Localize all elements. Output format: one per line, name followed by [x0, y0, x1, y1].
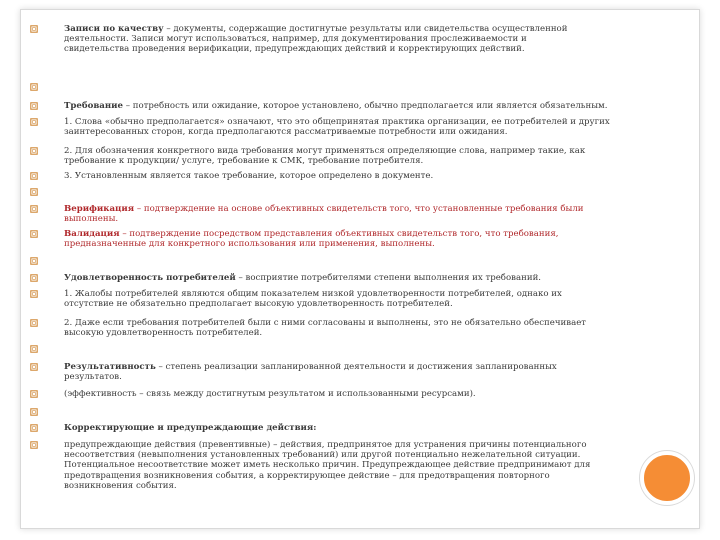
- bullet-icon: [30, 147, 39, 156]
- text-line: [64, 372, 690, 382]
- accent-circle: [640, 451, 694, 505]
- bullet-icon: [30, 363, 39, 372]
- text-line: [64, 24, 690, 34]
- term: Записи по качеству: [64, 24, 164, 34]
- text-line: [64, 273, 690, 283]
- bullet-icon: [30, 257, 39, 266]
- item-text: [64, 273, 690, 283]
- definition-text: – потребность или ожидание, которое установлено, обычно предполагается или является обязательным.: [123, 101, 608, 111]
- item-text: [64, 440, 690, 491]
- definition-text: 3. Установленным является такое требование, которое определено в документе.: [64, 171, 434, 181]
- definition-text: Потенциальное несоответствие может иметь несколько причин. Предупреждающее действие предпринимают для: [64, 460, 591, 471]
- item-text: [64, 146, 690, 166]
- text-line: [64, 101, 690, 111]
- text-line: [64, 127, 690, 137]
- bullet-icon: [30, 230, 39, 239]
- text-line: [64, 239, 690, 249]
- item-text: [64, 362, 690, 382]
- definition-text: (эффективность – связь между достигнутым результатом и использованными ресурсами).: [64, 389, 476, 399]
- definition-text: 2. Даже если требования потребителей были с ними согласованы и выполнены, это не обязательно обеспечивает: [64, 318, 587, 328]
- text-line: [64, 318, 690, 328]
- item-text: [64, 24, 690, 55]
- item-text: [64, 289, 690, 309]
- text-line: [64, 362, 690, 372]
- text-line: [64, 117, 690, 127]
- item-text: [64, 318, 690, 338]
- definition-text: 2. Для обозначения конкретного вида требования могут применяться определяющие слова, например такие, как: [64, 146, 586, 156]
- text-line: [64, 204, 690, 214]
- definition-text: – восприятие потребителями степени выполнения их требований.: [235, 273, 542, 283]
- definition-text: – документы, содержащие достигнутые результаты или свидетельства осуществленной: [163, 24, 568, 34]
- definition-text: возникновения события.: [64, 480, 177, 491]
- definition-text: высокую удовлетворенность потребителей.: [64, 328, 263, 339]
- bullet-icon: [30, 274, 39, 283]
- definition-text: предотвращения возникновения события, а корректирующее действие – для предотвращения повторного: [64, 470, 550, 481]
- definition-text: свидетельства проведения верификации, предупреждающих действий и корректирующих действий.: [64, 44, 525, 55]
- bullet-icon: [30, 83, 39, 92]
- bullet-icon: [30, 408, 39, 417]
- text-line: [64, 44, 690, 54]
- term: Результативность: [64, 362, 156, 372]
- definition-text: – подтверждение на основе объективных свидетельств того, что установленные требования были: [134, 204, 584, 214]
- item-text: [64, 171, 690, 181]
- definition-text: предназначенные для конкретного использования или применения, выполнены.: [64, 239, 435, 250]
- text-line: [64, 299, 690, 309]
- bullet-icon: [30, 205, 39, 214]
- item-text: [64, 101, 690, 111]
- definition-text: 1. Слова «обычно предполагается» означают, что это общепринятая практика организации, ее потребителей и других: [64, 117, 610, 127]
- bullet-icon: [30, 345, 39, 354]
- text-line: [64, 214, 690, 224]
- bullet-icon: [30, 390, 39, 399]
- text-line: [64, 289, 690, 299]
- term: Корректирующие и предупреждающие действия:: [64, 423, 317, 433]
- bullet-icon: [30, 319, 39, 328]
- text-line: [64, 450, 690, 460]
- text-line: [64, 423, 690, 433]
- text-line: [64, 229, 690, 239]
- bullet-icon: [30, 172, 39, 181]
- bullet-icon: [30, 188, 39, 197]
- text-line: [64, 328, 690, 338]
- item-text: [64, 389, 690, 399]
- text-line: [64, 460, 690, 470]
- term: Верификация: [64, 204, 135, 214]
- item-text: [64, 117, 690, 137]
- text-line: [64, 146, 690, 156]
- bullet-icon: [30, 290, 39, 299]
- definition-text: несоответствия (невыполнения установленных требований) или другой потенциально нежелательной ситуации.: [64, 450, 581, 461]
- bullet-icon: [30, 25, 39, 34]
- definition-text: отсутствие не обязательно предполагает высокую удовлетворенность потребителей.: [64, 299, 453, 310]
- term: Требование: [64, 101, 124, 111]
- definition-text: 1. Жалобы потребителей являются общим показателем низкой удовлетворенности потребителей, однако их: [64, 289, 562, 299]
- bullet-icon: [30, 424, 39, 433]
- text-line: [64, 156, 690, 166]
- definition-text: – подтверждение посредством представления объективных свидетельств того, что требования,: [119, 229, 559, 239]
- item-text: [64, 423, 690, 433]
- definition-text: деятельности. Записи могут использоваться, например, для документирования прослеживаемости и: [64, 34, 527, 45]
- definition-text: предупреждающие действия (превентивные) – действия, предпринятое для устранения причины потенциального: [64, 440, 587, 450]
- definition-text: выполнены.: [64, 214, 119, 225]
- term: Валидация: [64, 229, 120, 239]
- text-line: [64, 440, 690, 450]
- term: Удовлетворенность потребителей: [64, 273, 236, 283]
- text-line: [64, 481, 690, 491]
- text-line: [64, 171, 690, 181]
- definition-text: заинтересованных сторон, когда предполагаются рассматриваемые потребности или ожидания.: [64, 127, 508, 138]
- definition-text: требование к продукции/ услуге, требование к СМК, требование потребителя.: [64, 156, 424, 167]
- text-line: [64, 471, 690, 481]
- bullet-icon: [30, 118, 39, 127]
- text-line: [64, 389, 690, 399]
- text-line: [64, 34, 690, 44]
- bullet-icon: [30, 102, 39, 111]
- definition-text: – степень реализации запланированной деятельности и достижения запланированных: [155, 362, 557, 372]
- bullet-icon: [30, 441, 39, 450]
- item-text: [64, 204, 690, 224]
- item-text: [64, 229, 690, 249]
- definition-text: результатов.: [64, 372, 122, 383]
